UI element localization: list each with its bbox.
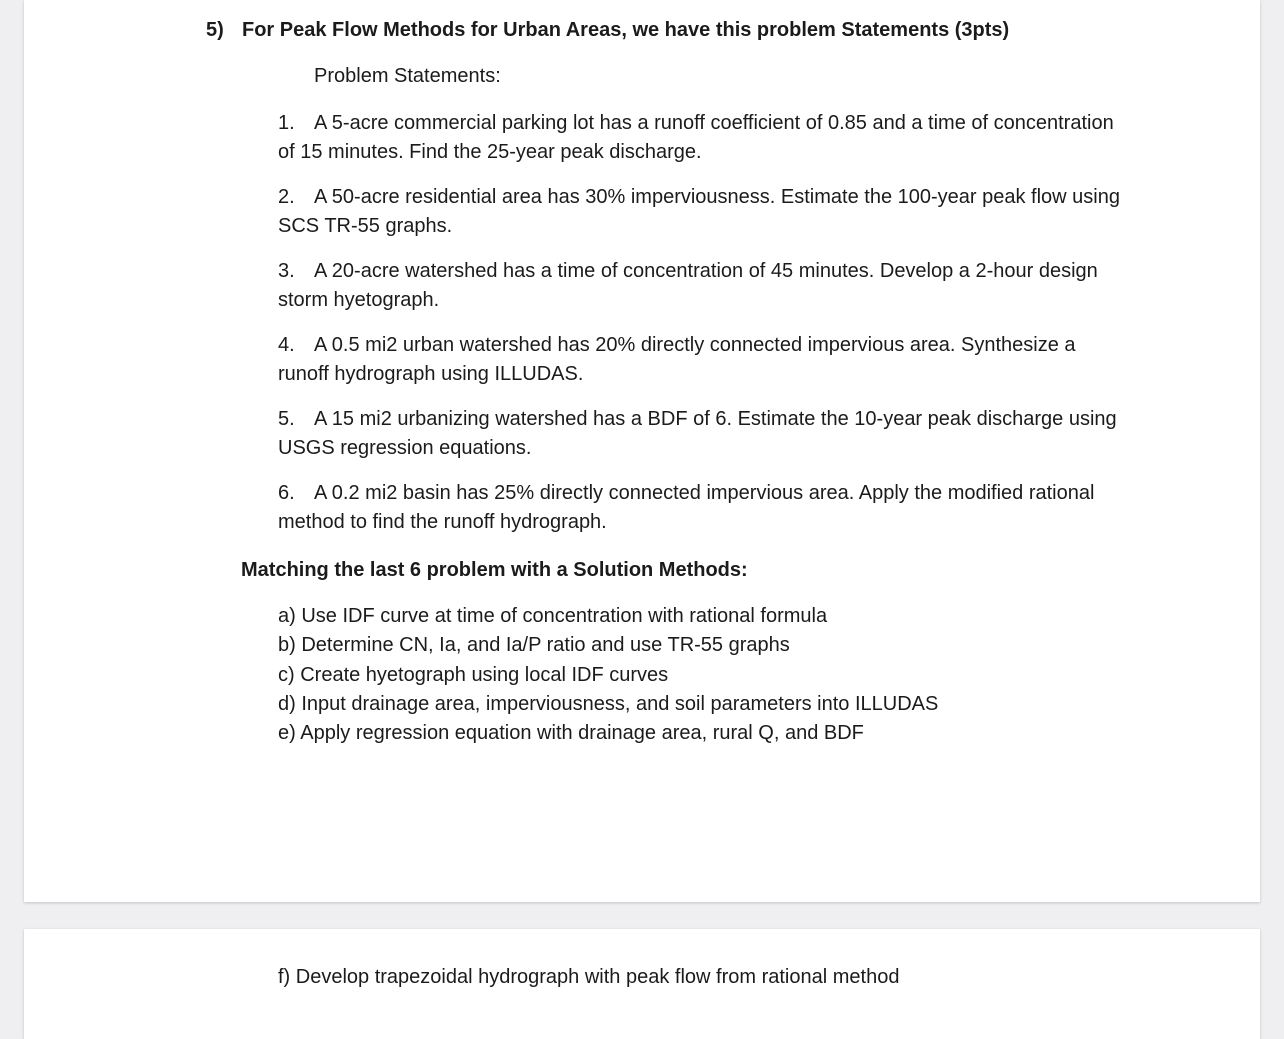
problem-number: 6. [278,482,295,504]
question-number: 5) [206,19,224,41]
problem-text: A 50-acre residential area has 30% imperviousness. Estimate the 100-year peak flow using SCS TR-55 graphs. [278,186,1120,237]
problem-number: 2. [278,186,295,208]
solution-item-a: a) Use IDF curve at time of concentration with rational formula [278,605,828,627]
problem-number: 4. [278,334,295,356]
solution-item-e: e) Apply regression equation with drainage area, rural Q, and BDF [278,722,864,745]
problem-list [278,109,1128,553]
solution-item-b: b) Determine CN, Ia, and Ia/P ratio and use TR-55 graphs [278,634,790,657]
solution-list [278,602,938,748]
problem-text: A 20-acre watershed has a time of concentration of 45 minutes. Develop a 2-hour design storm hyetograph. [278,260,1098,311]
question-heading [206,19,1009,42]
problem-text: A 0.2 mi2 basin has 25% directly connected impervious area. Apply the modified rational method to find the runoff hydrograph. [278,482,1095,533]
problem-item-1 [278,109,1128,167]
problem-number: 5. [278,408,295,430]
problem-statements-title: Problem Statements: [314,65,501,87]
document-page-1 [24,0,1260,902]
matching-heading: Matching the last 6 problem with a Solution Methods: [241,559,748,581]
problem-text: A 0.5 mi2 urban watershed has 20% directly connected impervious area. Synthesize a runoff hydrograph using ILLUDAS. [278,334,1076,385]
solution-item-f: f) Develop trapezoidal hydrograph with peak flow from rational method [278,966,900,988]
problem-number: 3. [278,260,295,282]
solution-item-c: c) Create hyetograph using local IDF curves [278,663,669,686]
problem-text: A 15 mi2 urbanizing watershed has a BDF of 6. Estimate the 10-year peak discharge using USGS regression equations. [278,408,1117,459]
question-title: For Peak Flow Methods for Urban Areas, we have this problem Statements (3pts) [242,19,1010,41]
problem-item-3 [278,257,1128,315]
document-page-2 [24,929,1260,1039]
solution-item-d: d) Input drainage area, imperviousness, and soil parameters into ILLUDAS [278,692,939,715]
problem-item-4 [278,331,1128,389]
problem-number: 1. [278,112,295,134]
problem-text: A 5-acre commercial parking lot has a runoff coefficient of 0.85 and a time of concentration of 15 minutes. Find the 25-year peak discharge. [278,112,1114,163]
problem-item-2 [278,183,1128,241]
problem-item-5 [278,405,1128,463]
problem-item-6 [278,479,1128,537]
